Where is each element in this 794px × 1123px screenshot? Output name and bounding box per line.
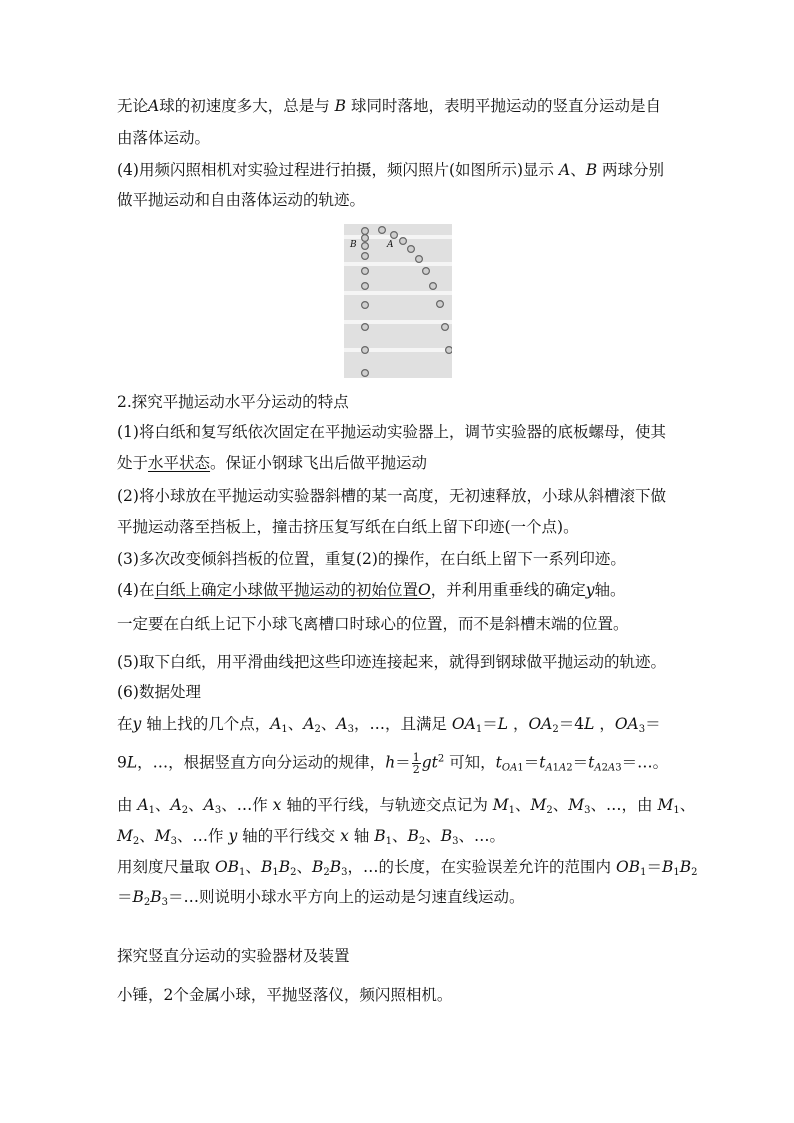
formula-line: 用刻度尺量取 $OB_1$、$B_1B_2$、$B_2B_3$，…的长度，在实验误差允许的范围内 $OB_1=B_1B_2$ [117, 858, 698, 878]
paragraph-line: 处于水平状态。保证小钢球飞出后做平抛运动 [117, 454, 428, 472]
ball-b [362, 324, 369, 331]
paragraph-line: (6)数据处理 [117, 683, 201, 701]
label-a: A [387, 240, 394, 250]
formula-line: 在y 轴上找的几个点，$A_1$、$A_2$、$A_3$，…，且满足 $OA_1=L$ ，$OA_2=4L$ ，$OA_3=$ [117, 715, 661, 735]
ball-a [430, 283, 437, 290]
ball-a [442, 324, 449, 331]
ball-a [416, 256, 423, 263]
ball-b [362, 243, 369, 250]
ball-b [362, 253, 369, 260]
ball-b [362, 302, 369, 309]
paragraph-line: (4)用频闪照相机对实验过程进行拍摄，频闪照片(如图所示)显示 A、B 两球分别 [117, 161, 665, 179]
formula-line: 由 $A_1$、$A_2$、$A_3$、…作 x 轴的平行线，与轨迹交点记为 $M_1$、$M_2$、$M_3$、…，由 $M_1$、 [117, 796, 696, 816]
formula-line: $=B_2B_3=\dots$则说明小球水平方向上的运动是匀速直线运动。 [117, 888, 525, 908]
ball-a [423, 268, 430, 275]
paragraph-line: 一定要在白纸上记下小球飞离槽口时球心的位置，而不是斜槽末端的位置。 [117, 615, 629, 633]
paragraph-line: 由落体运动。 [117, 129, 211, 147]
paragraph-line: 平抛运动落至挡板上，撞击挤压复写纸在白纸上留下印迹(一个点)。 [117, 518, 579, 536]
ball-a [400, 238, 407, 245]
paragraph-line: (3)多次改变倾斜挡板的位置，重复(2)的操作，在白纸上留下一系列印迹。 [117, 550, 626, 568]
ball-b [362, 370, 369, 377]
section-heading: 2.探究平抛运动水平分运动的特点 [117, 393, 349, 411]
ball-b [362, 228, 369, 235]
paragraph-line: (4)在白纸上确定小球做平抛运动的初始位置O，并利用重垂线的确定y轴。 [117, 581, 626, 599]
ball-b [362, 268, 369, 275]
formula-line: 9L，…，根据竖直方向分运动的规律，h＝ $\frac{1}{2}$ $gt^2$ 可知，$t_{OA1}=t_{A1A2}=t_{A2A3}=\dots$。 [117, 751, 669, 776]
strobe-photo-figure [344, 224, 452, 378]
paragraph-line: 无论A球的初速度多大，总是与 B 球同时落地，表明平抛运动的竖直分运动是自 [117, 97, 661, 115]
ball-a [391, 232, 398, 239]
paragraph-line: (5)取下白纸，用平滑曲线把这些印迹连接起来，就得到钢球做平抛运动的轨迹。 [117, 653, 666, 671]
ball-b [362, 347, 369, 354]
label-b: B [350, 240, 357, 250]
ball-a [437, 301, 444, 308]
paragraph-line: (2)将小球放在平抛运动实验器斜槽的某一高度，无初速释放，小球从斜槽滚下做 [117, 487, 666, 505]
ball-a [446, 347, 452, 354]
paragraph-line: 小锤，2个金属小球，平抛竖落仪，频闪照相机。 [117, 986, 453, 1004]
ball-a [408, 246, 415, 253]
ball-b [362, 283, 369, 290]
ball-a [379, 227, 386, 234]
formula-line: $M_2$、$M_3$、…作 y 轴的平行线交 x 轴 $B_1$、$B_2$、$B_3$、…。 [117, 827, 506, 847]
paragraph-line: (1)将白纸和复写纸依次固定在平抛运动实验器上，调节实验器的底板螺母，使其 [117, 423, 666, 441]
section-heading: 探究竖直分运动的实验器材及装置 [117, 947, 350, 965]
ball-b [362, 235, 369, 242]
paragraph-line: 做平抛运动和自由落体运动的轨迹。 [117, 191, 366, 209]
photo-background [344, 224, 452, 378]
